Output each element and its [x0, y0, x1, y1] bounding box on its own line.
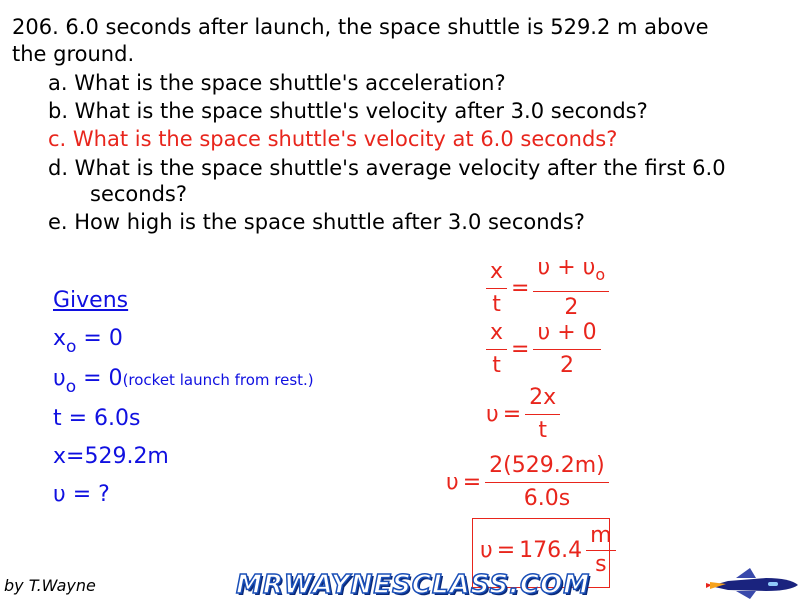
equation-2: [486, 319, 601, 380]
question-c: c. What is the space shuttle's velocity at 6.0 seconds?: [48, 127, 618, 151]
question-b: b. What is the space shuttle's velocity after 3.0 seconds?: [48, 99, 648, 123]
question-d: d. What is the space shuttle's average velocity after the first 6.0: [48, 156, 726, 180]
given-x: x=529.2m: [53, 444, 169, 469]
eq2-rhs-num: υ + 0: [533, 319, 600, 350]
given-v0-rest: = 0: [76, 366, 123, 391]
answer-value: 176.4: [519, 538, 583, 563]
eq2-rhs: [533, 319, 600, 380]
given-x0-sub: o: [66, 337, 77, 357]
eq4-rhs-num: 2(529.2m): [485, 452, 609, 483]
given-x0: [53, 326, 123, 357]
eq2-lhs-den: t: [492, 353, 501, 378]
eq1-rhs: [533, 254, 609, 322]
problem-line-1: 206. 6.0 seconds after launch, the space shuttle is 529.2 m above: [12, 15, 709, 39]
author-byline: by T.Wayne: [4, 576, 96, 595]
eq2-equals: =: [511, 337, 530, 362]
eq1-rhs-den: 2: [564, 295, 579, 320]
rocket-icon: [706, 566, 800, 600]
eq4-lhs: υ: [446, 470, 459, 495]
given-v: υ = ?: [53, 482, 110, 507]
answer-unit-num: m: [586, 524, 615, 551]
question-d-cont: seconds?: [90, 182, 187, 206]
answer-unit-den: s: [595, 552, 607, 577]
equation-3: [486, 384, 560, 445]
eq3-rhs-num: 2x: [525, 384, 560, 415]
eq1-rhs-num: [533, 254, 609, 292]
question-a: a. What is the space shuttle's acceleration?: [48, 71, 506, 95]
given-x0-rest: = 0: [76, 326, 123, 351]
given-t: t = 6.0s: [53, 406, 141, 431]
given-v0: [53, 366, 314, 397]
eq1-lhs-num: x: [486, 258, 507, 289]
question-e: e. How high is the space shuttle after 3.0 seconds?: [48, 210, 585, 234]
given-v0-note: (rocket launch from rest.): [122, 371, 314, 389]
problem-line-2: the ground.: [12, 42, 135, 66]
eq3-rhs-den: t: [538, 418, 547, 443]
equation-1: [486, 254, 609, 322]
givens-title: Givens: [53, 288, 129, 313]
eq1-rhs-num-sub: o: [595, 265, 606, 284]
eq3-rhs: [525, 384, 560, 445]
eq2-lhs-num: x: [486, 319, 507, 350]
eq4-equals: =: [462, 470, 482, 495]
given-x0-sym: x: [53, 326, 67, 351]
eq4-rhs-den: 6.0s: [523, 486, 571, 511]
eq1-rhs-num-text: υ + υ: [537, 255, 596, 280]
eq3-lhs: υ: [486, 402, 499, 427]
given-v0-sym: υ: [53, 366, 66, 391]
given-v0-sub: o: [65, 377, 77, 397]
eq2-lhs: [486, 319, 507, 380]
answer-unit: [586, 524, 615, 577]
eq2-rhs-den: 2: [560, 353, 575, 378]
eq3-equals: =: [502, 402, 522, 427]
answer-equals: =: [496, 538, 516, 563]
eq1-equals: =: [511, 275, 530, 301]
eq1-lhs-den: t: [492, 291, 501, 317]
answer-lhs: υ: [480, 538, 493, 563]
eq1-lhs: [486, 258, 507, 319]
site-logo: MRWAYNESCLASS.COM: [236, 570, 591, 600]
equation-4: [446, 452, 609, 513]
eq4-rhs: [485, 452, 609, 513]
